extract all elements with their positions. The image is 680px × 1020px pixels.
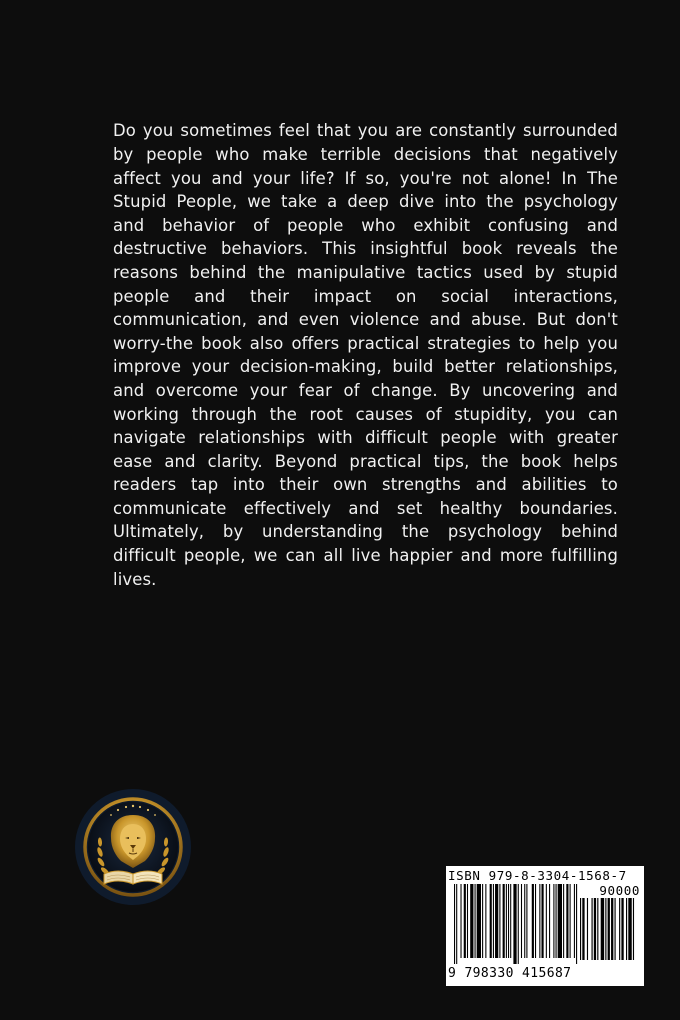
barcode-bar [493, 884, 494, 958]
barcode-bar [541, 884, 543, 958]
barcode-bar [587, 898, 588, 960]
lion-book-logo-icon [74, 788, 192, 906]
barcode-bar [495, 884, 498, 958]
barcode-bar [576, 884, 577, 964]
barcode-bar [526, 884, 527, 958]
barcode-bar [597, 898, 598, 960]
barcode-bar [503, 884, 505, 958]
ean-bars [454, 884, 578, 964]
barcode-bar [454, 884, 455, 964]
barcode-bar [633, 898, 634, 960]
barcode-bar [619, 898, 620, 960]
barcode-bar [615, 898, 616, 960]
barcode-bar [510, 884, 511, 958]
barcode-bar [574, 884, 575, 958]
barcode-bar [556, 884, 557, 958]
barcode-bar [546, 884, 547, 958]
barcode-bar [535, 884, 536, 958]
barcode-bar [467, 884, 468, 958]
barcode-bar [594, 898, 596, 960]
barcode-bar [558, 884, 562, 958]
barcode-bar [563, 884, 564, 958]
barcode-bar [608, 898, 610, 960]
barcode-bar [582, 898, 584, 960]
barcode-bar [549, 884, 550, 958]
barcode-bar [490, 884, 492, 958]
addon-bars [580, 898, 638, 980]
barcode-bar [460, 884, 461, 958]
barcode-bar [605, 898, 606, 960]
barcode-bar [611, 898, 613, 960]
barcode-bar [570, 884, 571, 958]
isbn-barcode [446, 866, 644, 986]
barcode-bar [499, 884, 500, 958]
barcode-bar [580, 898, 581, 960]
back-cover-blurb: Do you sometimes feel that you are constantly surrounded by people who make terrible decisions that negatively affect you and your life? If so, you're not alone! In The Stupid People, we take a deep dive into the psychology and behavior of people who exhibit confusing and destructive behaviors. This insightful book reveals the reasons behind the manipulative tactics used by stupid people and their impact on social interactions, communication, and even violence and abuse. But don't worry-the book also offers practical strategies to help you improve your decision-making, build better relationships, and overcome your fear of change. By uncovering and working through the root causes of stupidity, you can navigate relationships with difficult people with greater ease and clarity. Beyond practical tips, the book helps readers tap into their own strengths and abilities to communicate effectively and set healthy boundaries. Ultimately, by understanding the psychology behind difficult people, we can all live happier and more fulfilling lives. [113, 121, 618, 589]
isbn-label: ISBN 979-8-3304-1568-7 [448, 868, 627, 883]
barcode-bar [470, 884, 473, 958]
barcode-bar [475, 884, 476, 958]
barcode-bar [508, 884, 509, 958]
barcode-bar [513, 884, 516, 964]
barcode-bar [566, 884, 568, 958]
barcode-bar [539, 884, 540, 958]
barcode-bar [464, 884, 466, 958]
barcode-bar [521, 884, 522, 958]
barcode-bar [532, 884, 534, 958]
barcode-bar [482, 884, 483, 958]
barcode-bar [477, 884, 481, 958]
price-code: 90000 [599, 883, 640, 898]
barcode-bar [626, 898, 627, 960]
barcode-bar [553, 884, 554, 958]
barcode-bar [621, 898, 623, 960]
barcode-bar [506, 884, 507, 958]
ean-digits: 9 798330 415687 [448, 966, 572, 981]
barcode-bar [518, 884, 519, 964]
barcode-bar [524, 884, 525, 958]
barcode-bar [456, 884, 457, 964]
barcode-bar [628, 898, 631, 960]
barcode-bar [601, 898, 604, 960]
barcode-bar [485, 884, 486, 958]
barcode-bar [592, 898, 593, 960]
